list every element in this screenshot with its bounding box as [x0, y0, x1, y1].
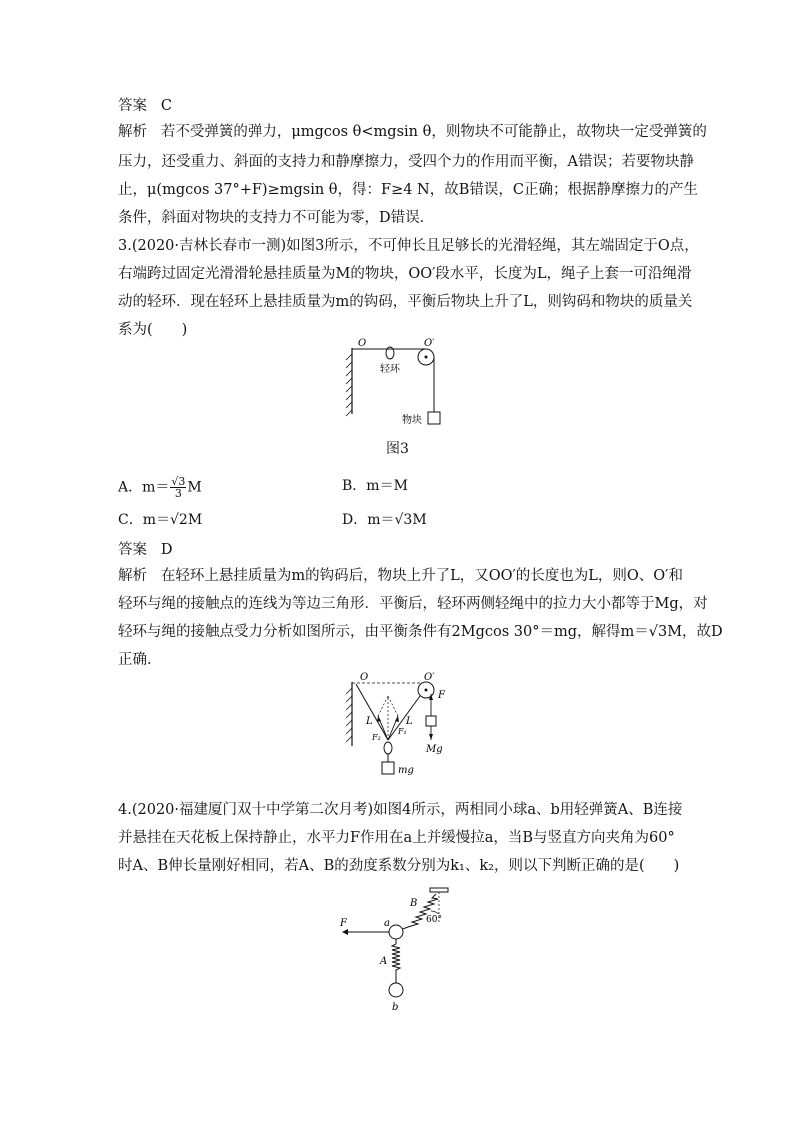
answer-value: C [160, 98, 172, 114]
analysis-1-line-3: 止，μ(mgcos 37°+F)≥mgsin θ，得：F≥4 N，故B错误，C正确；根据静摩擦力的产生 [118, 182, 698, 198]
answer-line-3 [118, 540, 172, 560]
analysis-3-line-1 [118, 566, 683, 586]
fig4-label-a: a [384, 918, 390, 929]
answer-label: 答案 [118, 542, 147, 558]
option-b[interactable]: B．m＝M [342, 478, 408, 494]
analysis-1-line-2: 压力，还受重力、斜面的支持力和静摩擦力，受四个力的作用而平衡，A错误；若要物块静 [118, 154, 694, 170]
fig4-label-b: b [392, 1002, 399, 1012]
q4-line-2: 并悬挂在天花板上保持静止，水平力F作用在a上并缓慢拉a，当B与竖直方向夹角为60° [118, 830, 675, 846]
option-a[interactable] [118, 476, 202, 499]
answer-value: D [160, 542, 173, 558]
analysis-label: 解析 [118, 568, 147, 584]
answer-label: 答案 [118, 98, 147, 114]
q4-line-3: 时A、B伸长量刚好相同，若A、B的劲度系数分别为k₁、k₂，则以下判断正确的是( ) [118, 858, 680, 874]
option-a-numerator: √3 [171, 475, 186, 488]
figure-3 [340, 336, 450, 432]
force-analysis-figure [340, 670, 470, 782]
analysis-text: 若不受弹簧的弹力，μmgcos θ<mgsin θ，则物块不可能静止，故物块一定受弹簧的 [160, 124, 707, 140]
analysis-1-line-1 [118, 122, 707, 142]
fig3-label-ring: 轻环 [380, 364, 400, 375]
analysis-label: 解析 [118, 124, 147, 140]
q3-line-1: 3.(2020·吉林长春市一测)如图3所示，不可伸长且足够长的光滑轻绳，其左端固定于O点， [118, 238, 699, 254]
force-label-O: O [360, 672, 369, 683]
fig3-label-O-prime: O′ [424, 338, 435, 349]
q4-line-1: 4.(2020·福建厦门双十中学第二次月考)如图4所示，两相同小球a、b用轻弹簧A、B连接 [118, 802, 683, 818]
option-a-fraction [170, 476, 186, 499]
force-label-F1: F₁ [398, 727, 407, 736]
analysis-3-line-4: 正确． [118, 652, 162, 668]
option-d[interactable]: D．m＝√3M [342, 512, 427, 528]
analysis-3-line-2: 轻环与绳的接触点的连线为等边三角形．平衡后，轻环两侧轻绳中的拉力大小都等于Mg，对 [118, 596, 708, 612]
q3-line-2: 右端跨过固定光滑滑轮悬挂质量为M的物块，OO′段水平，长度为L，绳子上套一可沿绳滑 [118, 266, 692, 282]
fig4-label-B: B [410, 898, 418, 909]
force-label-L2: L [406, 716, 413, 727]
force-label-O-prime: O′ [424, 672, 435, 683]
q3-line-4: 系为( ) [118, 322, 188, 338]
option-c[interactable]: C．m＝√2M [118, 512, 203, 528]
force-label-Mg: Mg [426, 744, 443, 755]
fig3-label-block: 物块 [402, 415, 422, 426]
block-shape [428, 412, 440, 424]
force-label-mg: mg [398, 765, 414, 776]
q3-line-3: 动的轻环．现在轻环上悬挂质量为m的钩码，平衡后物块上升了L，则钩码和物块的质量关 [118, 294, 693, 310]
fig4-label-angle: 60° [426, 915, 442, 925]
analysis-text: 在轻环上悬挂质量为m的钩码后，物块上升了L，又OO′的长度也为L，则O、O′和 [160, 568, 683, 584]
figure-3-caption: 图3 [386, 441, 409, 457]
analysis-3-line-3: 轻环与绳的接触点受力分析如图所示，由平衡条件有2Mgcos 30°＝mg，解得m＝√3M，故D [118, 624, 723, 640]
option-a-suffix: M [187, 479, 202, 496]
analysis-1-line-4: 条件，斜面对物块的支持力不可能为零，D错误． [118, 210, 435, 226]
force-label-F: F [438, 690, 445, 701]
force-label-F2: F₂ [372, 733, 381, 742]
answer-line-1 [118, 96, 172, 116]
fig3-label-O: O [358, 338, 367, 349]
figure-4 [338, 884, 468, 1012]
option-a-prefix: A．m＝ [118, 479, 170, 496]
force-label-L1: L [366, 716, 373, 727]
fig4-label-F: F [340, 918, 347, 929]
option-a-denominator: 3 [174, 487, 182, 500]
fig4-label-A: A [380, 956, 388, 967]
